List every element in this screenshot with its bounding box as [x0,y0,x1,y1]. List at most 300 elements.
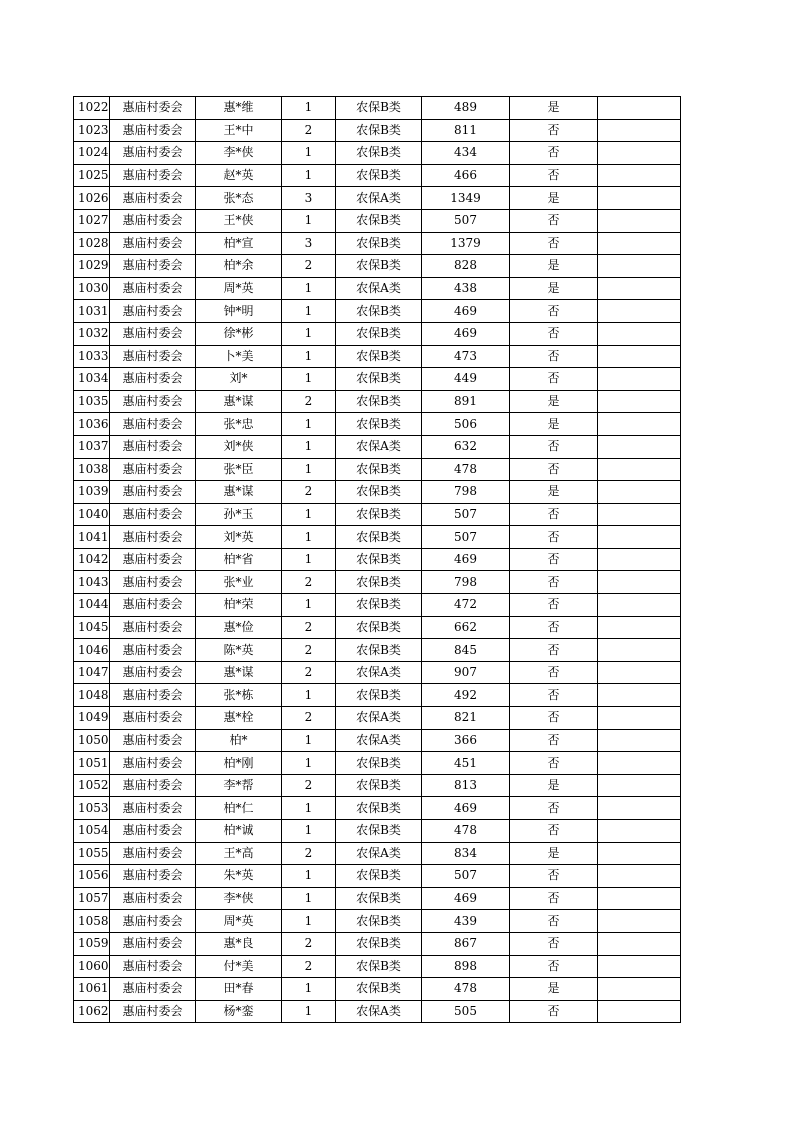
name-cell: 王*侠 [196,209,282,232]
serial-number-cell: 1036 [74,413,110,436]
blank-cell [598,481,681,504]
yes-no-cell: 是 [510,255,598,278]
blank-cell [598,232,681,255]
blank-cell [598,209,681,232]
blank-cell [598,752,681,775]
serial-number-cell: 1048 [74,684,110,707]
table-row [74,368,681,391]
blank-cell [598,910,681,933]
name-cell: 张*臣 [196,458,282,481]
blank-cell [598,978,681,1001]
household-size-cell: 1 [282,684,336,707]
insurance-type-cell: 农保B类 [336,955,422,978]
serial-number-cell: 1031 [74,300,110,323]
table-row [74,119,681,142]
insurance-type-cell: 农保B类 [336,142,422,165]
amount-cell: 1349 [422,187,510,210]
village-committee-cell: 惠庙村委会 [110,932,196,955]
table-row [74,842,681,865]
blank-cell [598,616,681,639]
name-cell: 王*高 [196,842,282,865]
village-committee-cell: 惠庙村委会 [110,548,196,571]
insurance-type-cell: 农保B类 [336,119,422,142]
serial-number-cell: 1053 [74,797,110,820]
table-row [74,526,681,549]
insurance-type-cell: 农保B类 [336,300,422,323]
blank-cell [598,119,681,142]
village-committee-cell: 惠庙村委会 [110,955,196,978]
serial-number-cell: 1044 [74,594,110,617]
table-row [74,164,681,187]
blank-cell [598,526,681,549]
village-committee-cell: 惠庙村委会 [110,368,196,391]
yes-no-cell: 否 [510,503,598,526]
yes-no-cell: 否 [510,661,598,684]
serial-number-cell: 1027 [74,209,110,232]
serial-number-cell: 1057 [74,887,110,910]
serial-number-cell: 1050 [74,729,110,752]
table-row [74,142,681,165]
insurance-type-cell: 农保A类 [336,842,422,865]
yes-no-cell: 否 [510,1000,598,1023]
blank-cell [598,458,681,481]
name-cell: 柏*宣 [196,232,282,255]
yes-no-cell: 是 [510,774,598,797]
table-row [74,932,681,955]
yes-no-cell: 否 [510,526,598,549]
amount-cell: 478 [422,458,510,481]
village-committee-cell: 惠庙村委会 [110,594,196,617]
village-committee-cell: 惠庙村委会 [110,526,196,549]
name-cell: 张*业 [196,571,282,594]
insurance-type-cell: 农保A类 [336,729,422,752]
name-cell: 李*侠 [196,142,282,165]
serial-number-cell: 1055 [74,842,110,865]
serial-number-cell: 1043 [74,571,110,594]
insurance-type-cell: 农保B类 [336,481,422,504]
village-committee-cell: 惠庙村委会 [110,345,196,368]
insurance-type-cell: 农保B类 [336,526,422,549]
yes-no-cell: 是 [510,413,598,436]
amount-cell: 891 [422,390,510,413]
table-row [74,209,681,232]
serial-number-cell: 1028 [74,232,110,255]
blank-cell [598,594,681,617]
blank-cell [598,548,681,571]
village-committee-cell: 惠庙村委会 [110,639,196,662]
serial-number-cell: 1030 [74,277,110,300]
household-size-cell: 1 [282,887,336,910]
insurance-type-cell: 农保A类 [336,1000,422,1023]
amount-cell: 469 [422,887,510,910]
name-cell: 柏*荣 [196,594,282,617]
table-row [74,345,681,368]
table-row [74,277,681,300]
name-cell: 柏*仁 [196,797,282,820]
blank-cell [598,707,681,730]
table-row [74,661,681,684]
table-row [74,865,681,888]
amount-cell: 813 [422,774,510,797]
name-cell: 柏*余 [196,255,282,278]
name-cell: 孙*玉 [196,503,282,526]
blank-cell [598,97,681,120]
insurance-type-cell: 农保B类 [336,255,422,278]
blank-cell [598,413,681,436]
amount-cell: 451 [422,752,510,775]
amount-cell: 438 [422,277,510,300]
serial-number-cell: 1035 [74,390,110,413]
amount-cell: 469 [422,300,510,323]
table-row [74,458,681,481]
amount-cell: 469 [422,322,510,345]
blank-cell [598,887,681,910]
household-size-cell: 2 [282,707,336,730]
household-size-cell: 1 [282,594,336,617]
village-committee-cell: 惠庙村委会 [110,187,196,210]
serial-number-cell: 1038 [74,458,110,481]
yes-no-cell: 否 [510,209,598,232]
blank-cell [598,322,681,345]
name-cell: 柏*省 [196,548,282,571]
household-size-cell: 3 [282,232,336,255]
household-size-cell: 1 [282,503,336,526]
serial-number-cell: 1051 [74,752,110,775]
village-committee-cell: 惠庙村委会 [110,164,196,187]
village-committee-cell: 惠庙村委会 [110,774,196,797]
blank-cell [598,142,681,165]
table-row [74,887,681,910]
serial-number-cell: 1045 [74,616,110,639]
amount-cell: 469 [422,548,510,571]
village-committee-cell: 惠庙村委会 [110,300,196,323]
household-size-cell: 2 [282,119,336,142]
table-row [74,232,681,255]
yes-no-cell: 是 [510,277,598,300]
blank-cell [598,571,681,594]
name-cell: 张*栋 [196,684,282,707]
blank-cell [598,435,681,458]
table-row [74,322,681,345]
serial-number-cell: 1033 [74,345,110,368]
name-cell: 李*侠 [196,887,282,910]
amount-cell: 469 [422,797,510,820]
household-size-cell: 2 [282,571,336,594]
village-committee-cell: 惠庙村委会 [110,119,196,142]
household-size-cell: 1 [282,300,336,323]
name-cell: 周*英 [196,277,282,300]
name-cell: 惠*俭 [196,616,282,639]
serial-number-cell: 1062 [74,1000,110,1023]
yes-no-cell: 否 [510,820,598,843]
village-committee-cell: 惠庙村委会 [110,413,196,436]
insurance-type-cell: 农保B类 [336,616,422,639]
village-committee-cell: 惠庙村委会 [110,752,196,775]
household-size-cell: 1 [282,910,336,933]
household-size-cell: 1 [282,458,336,481]
serial-number-cell: 1046 [74,639,110,662]
blank-cell [598,865,681,888]
table-row [74,571,681,594]
yes-no-cell: 否 [510,707,598,730]
household-size-cell: 2 [282,616,336,639]
yes-no-cell: 否 [510,639,598,662]
household-size-cell: 1 [282,322,336,345]
yes-no-cell: 否 [510,797,598,820]
yes-no-cell: 否 [510,119,598,142]
blank-cell [598,842,681,865]
table-row [74,752,681,775]
serial-number-cell: 1032 [74,322,110,345]
insurance-type-cell: 农保B类 [336,639,422,662]
household-size-cell: 2 [282,774,336,797]
blank-cell [598,661,681,684]
blank-cell [598,187,681,210]
name-cell: 李*帮 [196,774,282,797]
yes-no-cell: 是 [510,390,598,413]
household-size-cell: 2 [282,255,336,278]
name-cell: 王*中 [196,119,282,142]
amount-cell: 366 [422,729,510,752]
insurance-type-cell: 农保B类 [336,820,422,843]
serial-number-cell: 1052 [74,774,110,797]
serial-number-cell: 1029 [74,255,110,278]
village-committee-cell: 惠庙村委会 [110,842,196,865]
yes-no-cell: 否 [510,729,598,752]
village-committee-cell: 惠庙村委会 [110,865,196,888]
yes-no-cell: 否 [510,594,598,617]
table-row [74,548,681,571]
serial-number-cell: 1056 [74,865,110,888]
name-cell: 钟*明 [196,300,282,323]
village-committee-cell: 惠庙村委会 [110,322,196,345]
household-size-cell: 1 [282,548,336,571]
village-committee-cell: 惠庙村委会 [110,435,196,458]
yes-no-cell: 是 [510,97,598,120]
household-size-cell: 1 [282,142,336,165]
name-cell: 惠*良 [196,932,282,955]
insurance-type-cell: 农保B类 [336,164,422,187]
insurance-type-cell: 农保B类 [336,97,422,120]
village-committee-cell: 惠庙村委会 [110,390,196,413]
yes-no-cell: 否 [510,368,598,391]
amount-cell: 867 [422,932,510,955]
serial-number-cell: 1041 [74,526,110,549]
table-row [74,255,681,278]
table-row [74,616,681,639]
serial-number-cell: 1060 [74,955,110,978]
table-row [74,978,681,1001]
insurance-type-cell: 农保A类 [336,707,422,730]
name-cell: 徐*彬 [196,322,282,345]
name-cell: 杨*銮 [196,1000,282,1023]
village-committee-cell: 惠庙村委会 [110,277,196,300]
insurance-type-cell: 农保B类 [336,910,422,933]
table-row [74,774,681,797]
village-committee-cell: 惠庙村委会 [110,209,196,232]
insurance-type-cell: 农保B类 [336,594,422,617]
serial-number-cell: 1042 [74,548,110,571]
name-cell: 刘* [196,368,282,391]
village-committee-cell: 惠庙村委会 [110,797,196,820]
village-committee-cell: 惠庙村委会 [110,978,196,1001]
yes-no-cell: 是 [510,481,598,504]
yes-no-cell: 否 [510,322,598,345]
name-cell: 陈*英 [196,639,282,662]
serial-number-cell: 1025 [74,164,110,187]
insurance-type-cell: 农保B类 [336,684,422,707]
amount-cell: 478 [422,820,510,843]
yes-no-cell: 是 [510,187,598,210]
name-cell: 赵*英 [196,164,282,187]
village-committee-cell: 惠庙村委会 [110,707,196,730]
household-size-cell: 2 [282,481,336,504]
amount-cell: 439 [422,910,510,933]
household-size-cell: 1 [282,277,336,300]
household-size-cell: 2 [282,955,336,978]
table-row [74,435,681,458]
serial-number-cell: 1059 [74,932,110,955]
insurance-type-cell: 农保B类 [336,345,422,368]
village-committee-cell: 惠庙村委会 [110,1000,196,1023]
table-row [74,820,681,843]
household-size-cell: 1 [282,368,336,391]
serial-number-cell: 1023 [74,119,110,142]
amount-cell: 505 [422,1000,510,1023]
blank-cell [598,1000,681,1023]
blank-cell [598,164,681,187]
village-committee-cell: 惠庙村委会 [110,684,196,707]
village-committee-cell: 惠庙村委会 [110,616,196,639]
household-size-cell: 2 [282,842,336,865]
household-size-cell: 2 [282,932,336,955]
serial-number-cell: 1034 [74,368,110,391]
yes-no-cell: 否 [510,616,598,639]
village-committee-cell: 惠庙村委会 [110,142,196,165]
blank-cell [598,277,681,300]
amount-cell: 507 [422,209,510,232]
blank-cell [598,503,681,526]
village-committee-cell: 惠庙村委会 [110,571,196,594]
serial-number-cell: 1024 [74,142,110,165]
insurance-type-cell: 农保B类 [336,232,422,255]
household-size-cell: 2 [282,639,336,662]
name-cell: 周*英 [196,910,282,933]
blank-cell [598,820,681,843]
yes-no-cell: 否 [510,164,598,187]
name-cell: 惠*谋 [196,661,282,684]
village-committee-cell: 惠庙村委会 [110,820,196,843]
insurance-type-cell: 农保B类 [336,548,422,571]
household-size-cell: 1 [282,526,336,549]
insurance-type-cell: 农保B类 [336,887,422,910]
amount-cell: 898 [422,955,510,978]
insurance-type-cell: 农保A类 [336,435,422,458]
table-row [74,955,681,978]
blank-cell [598,368,681,391]
data-table [73,96,681,1023]
table-row [74,413,681,436]
table-row [74,97,681,120]
amount-cell: 434 [422,142,510,165]
yes-no-cell: 否 [510,910,598,933]
insurance-type-cell: 农保B类 [336,865,422,888]
insurance-type-cell: 农保B类 [336,797,422,820]
amount-cell: 821 [422,707,510,730]
yes-no-cell: 是 [510,842,598,865]
village-committee-cell: 惠庙村委会 [110,503,196,526]
amount-cell: 472 [422,594,510,617]
amount-cell: 507 [422,503,510,526]
table-row [74,300,681,323]
blank-cell [598,684,681,707]
blank-cell [598,345,681,368]
yes-no-cell: 否 [510,300,598,323]
yes-no-cell: 否 [510,932,598,955]
insurance-type-cell: 农保B类 [336,368,422,391]
table-row [74,729,681,752]
name-cell: 惠*谋 [196,390,282,413]
serial-number-cell: 1049 [74,707,110,730]
insurance-type-cell: 农保B类 [336,503,422,526]
serial-number-cell: 1047 [74,661,110,684]
amount-cell: 907 [422,661,510,684]
blank-cell [598,255,681,278]
serial-number-cell: 1061 [74,978,110,1001]
name-cell: 惠*维 [196,97,282,120]
name-cell: 刘*侠 [196,435,282,458]
yes-no-cell: 否 [510,752,598,775]
name-cell: 柏*诚 [196,820,282,843]
village-committee-cell: 惠庙村委会 [110,97,196,120]
insurance-type-cell: 农保B类 [336,458,422,481]
insurance-type-cell: 农保B类 [336,209,422,232]
name-cell: 田*春 [196,978,282,1001]
table-body [74,97,681,1023]
village-committee-cell: 惠庙村委会 [110,481,196,504]
village-committee-cell: 惠庙村委会 [110,255,196,278]
amount-cell: 1379 [422,232,510,255]
insurance-type-cell: 农保B类 [336,571,422,594]
table-row [74,797,681,820]
insurance-type-cell: 农保A类 [336,661,422,684]
household-size-cell: 1 [282,978,336,1001]
yes-no-cell: 否 [510,955,598,978]
household-size-cell: 1 [282,413,336,436]
household-size-cell: 3 [282,187,336,210]
amount-cell: 492 [422,684,510,707]
insurance-type-cell: 农保B类 [336,774,422,797]
yes-no-cell: 否 [510,142,598,165]
yes-no-cell: 否 [510,232,598,255]
amount-cell: 632 [422,435,510,458]
insurance-type-cell: 农保B类 [336,932,422,955]
amount-cell: 798 [422,481,510,504]
amount-cell: 473 [422,345,510,368]
village-committee-cell: 惠庙村委会 [110,910,196,933]
amount-cell: 811 [422,119,510,142]
table-row [74,639,681,662]
household-size-cell: 1 [282,435,336,458]
insurance-type-cell: 农保A类 [336,277,422,300]
household-size-cell: 1 [282,1000,336,1023]
name-cell: 张*忠 [196,413,282,436]
yes-no-cell: 否 [510,684,598,707]
table-row [74,684,681,707]
name-cell: 卜*美 [196,345,282,368]
name-cell: 惠*谋 [196,481,282,504]
insurance-type-cell: 农保B类 [336,978,422,1001]
